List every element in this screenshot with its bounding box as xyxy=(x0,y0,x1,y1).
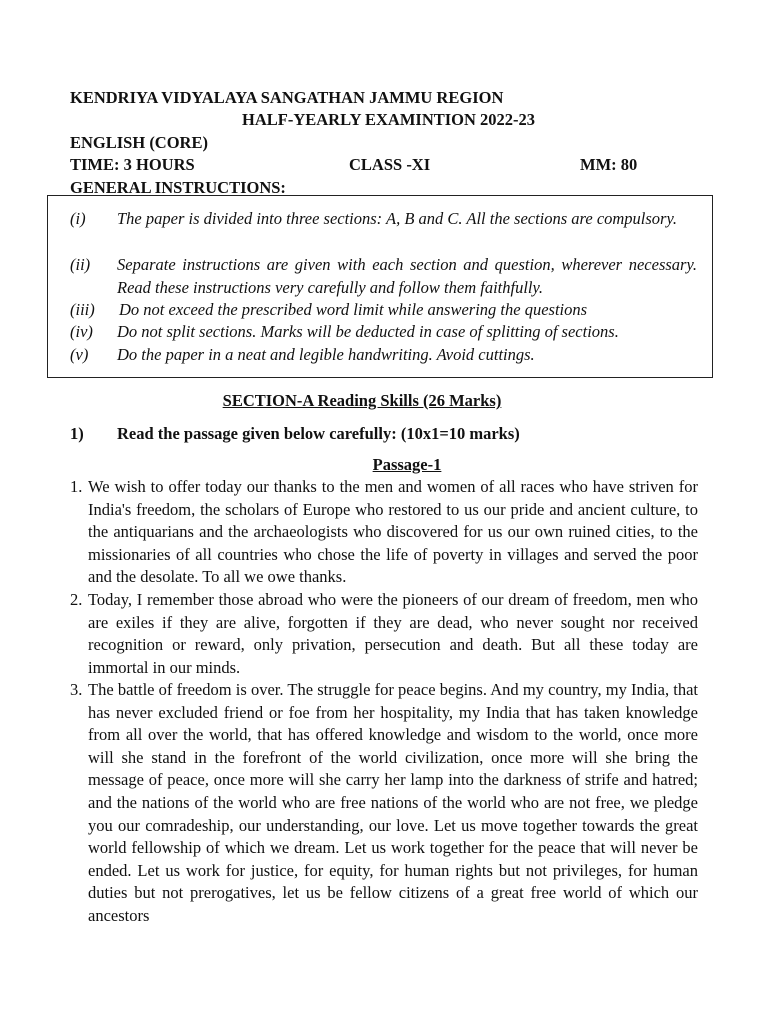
instruction-number: (iv) xyxy=(70,322,93,341)
question-text: Read the passage given below carefully: (10x1=10 marks) xyxy=(117,424,520,443)
general-instructions-heading: GENERAL INSTRUCTIONS: xyxy=(70,178,286,197)
paragraph-text: Today, I remember those abroad who were the pioneers of our dream of freedom, men who are exiles if they are alive, forgotten if they are dead, who never sought nor received recognition or reward, only privation, persecution and death. But all these today are immortal in our minds. xyxy=(88,590,698,677)
time-allowed: TIME: 3 HOURS xyxy=(70,155,195,174)
paragraph-number: 1. xyxy=(70,477,83,496)
passage-paragraph xyxy=(70,589,698,679)
paragraph-number: 3. xyxy=(70,680,83,699)
instruction-number: (ii) xyxy=(70,255,91,274)
school-name: KENDRIYA VIDYALAYA SANGATHAN JAMMU REGION xyxy=(70,88,504,107)
instruction-number: (i) xyxy=(70,209,86,228)
instruction-text: Do the paper in a neat and legible handwriting. Avoid cuttings. xyxy=(117,345,535,364)
passage-paragraph xyxy=(70,679,698,928)
paragraph-text: The battle of freedom is over. The struggle for peace begins. And my country, my India, that has never excluded friend or foe from her hospitality, my India that has taken knowledge from all over the world, that has offered knowledge and wisdom to the world, once more will she stand in the forefront of the world civilization, once more will she bring the message of peace, once more will she carry her lamp into the darkness of strife and hatred; and the nations of the world who are free nations of the world who are not free, we pledge you our comradeship, our understanding, our love. Let us move together towards the great world fellowship of which we dream. Let us work together for the peace that will never be ended. Let us work for justice, for equity, for human rights but not privileges, for human duties but not prerogatives, let us be fellow citizens of a great free world of which our ancestors xyxy=(88,680,698,925)
subject-name: ENGLISH (CORE) xyxy=(70,133,208,152)
section-a-title: SECTION-A Reading Skills (26 Marks) xyxy=(222,391,502,410)
paragraph-text: We wish to offer today our thanks to the men and women of all races who have striven for India's freedom, the scholars of Europe who restored to us our pride and ancient culture, to the antiquarians and the archaeologists who discovered for us our own ruined cities, to the missionaries of all countries who chose the life of poverty in villages and served the poor and the desolate. To all we owe thanks. xyxy=(88,477,698,587)
max-marks: MM: 80 xyxy=(580,155,638,174)
instruction-number: (iii) xyxy=(70,300,95,319)
instruction-text: Separate instructions are given with each section and question, wherever necessary. Read these instructions very carefully and follow them faithfully. xyxy=(117,255,697,297)
instruction-text: The paper is divided into three sections: A, B and C. All the sections are compulsory. xyxy=(117,209,678,228)
paragraph-number: 2. xyxy=(70,590,83,609)
instruction-text: Do not split sections. Marks will be deducted in case of splitting of sections. xyxy=(117,322,619,341)
question-number: 1) xyxy=(70,424,84,443)
passage-title: Passage-1 xyxy=(372,455,442,474)
instruction-text: Do not exceed the prescribed word limit while answering the questions xyxy=(119,300,588,319)
class-label: CLASS -XI xyxy=(349,155,431,174)
instruction-number: (v) xyxy=(70,345,89,364)
passage-paragraph xyxy=(70,476,698,589)
instructions-box xyxy=(47,195,713,378)
exam-title: HALF-YEARLY EXAMINTION 2022-23 xyxy=(242,110,536,129)
